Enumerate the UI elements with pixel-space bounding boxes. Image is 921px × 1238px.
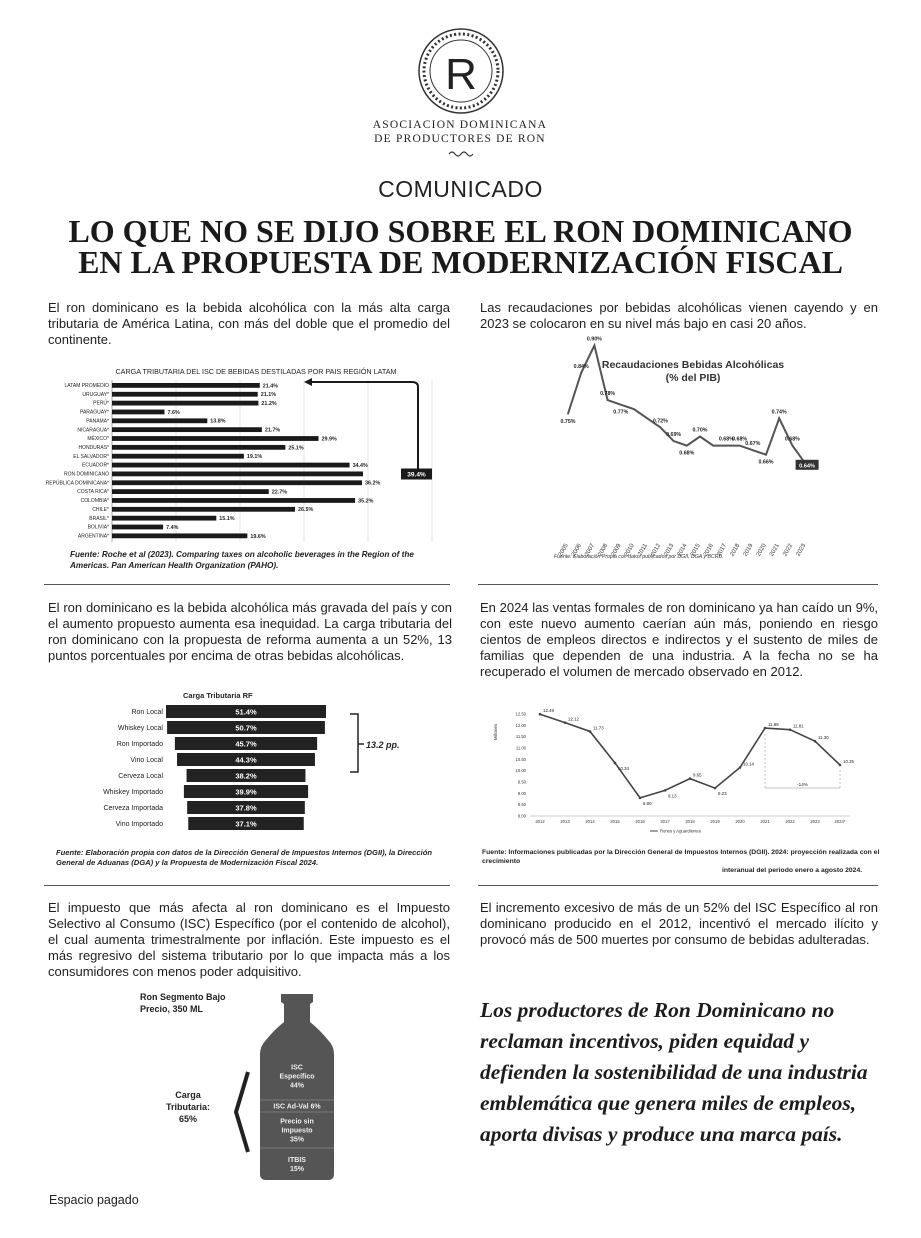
data-point (664, 789, 667, 792)
chart-title: Carga Tributaria RF (183, 691, 253, 700)
category-label: Whiskey Local (117, 725, 163, 732)
data-label: 11.30 (818, 735, 829, 741)
x-tick-label: 2016 (703, 543, 715, 558)
section6-text: El incremento excesivo de más de un 52% del ISC Específico al ron dominicano producido en el 2012, incentivó el mercado ilícito y provocó más de 500 muertes por consumo de bebidas adulteradas. (480, 900, 878, 947)
x-tick-label: 2007 (584, 543, 597, 558)
bar (112, 507, 295, 512)
data-label: 36.2% (365, 480, 381, 487)
category-label: Cerveza Importada (103, 805, 163, 812)
bracket-label: 65% (178, 1114, 198, 1124)
data-point (792, 445, 794, 447)
data-label: 0.90% (586, 336, 602, 343)
y-tick-label: 11.50 (515, 734, 526, 740)
data-point (639, 797, 642, 800)
bar (112, 472, 363, 477)
data-label: 21.4% (262, 383, 279, 390)
y-tick-label: 9.50 (517, 779, 526, 785)
bar (112, 498, 355, 503)
category-label: BOLIVIA* (87, 524, 109, 531)
data-point (673, 440, 675, 442)
chart-title: Precio, 350 ML (140, 1004, 204, 1014)
segment-label: ITBIS (288, 1157, 306, 1164)
data-label: 12.49 (543, 708, 554, 714)
data-point (567, 413, 569, 415)
data-label: 0.68% (732, 436, 748, 443)
arrow-head (304, 378, 312, 386)
bracket (350, 714, 358, 772)
data-label: 10.14 (743, 761, 754, 767)
data-point (752, 449, 754, 451)
chart4-source (482, 848, 882, 875)
data-label: 0.75% (560, 418, 576, 425)
bar (112, 436, 318, 441)
data-point (594, 345, 596, 347)
data-label: 19.6% (250, 533, 266, 540)
data-label: 10.25 (843, 759, 854, 764)
section1-text: El ron dominicano es la bebida alcohólica con la más alta carga tributaria de América Latina, con más del doble que el promedio del continente. (48, 300, 450, 347)
y-tick-label: 9.00 (517, 790, 526, 796)
data-label: 15.1% (219, 516, 235, 523)
y-tick-label: 10.00 (515, 768, 526, 774)
data-label: 21.7% (264, 427, 281, 434)
y-axis-label: Millones (493, 723, 498, 741)
data-label: 11.81 (793, 723, 804, 729)
data-label: 26.5% (298, 507, 314, 514)
x-tick-label: 2022 (782, 543, 795, 558)
comunicado-label: COMUNICADO (378, 176, 543, 202)
category-label: Ron Local (131, 709, 163, 716)
category-label: ARGENTINA* (77, 533, 109, 540)
data-point (620, 404, 622, 406)
segment-label: ISC (291, 1064, 303, 1072)
y-tick-label: 10.50 (515, 756, 526, 762)
data-label: 0.68% (718, 436, 734, 443)
data-label: 21.2% (261, 401, 277, 407)
segment-label: Específico (279, 1073, 315, 1081)
x-tick-label: 2011 (637, 543, 649, 558)
data-point (765, 454, 767, 456)
ornament-icon (447, 150, 475, 158)
association-logo (418, 28, 504, 114)
category-label: Vino Importado (115, 821, 163, 828)
data-label: 35.2% (358, 498, 374, 505)
data-label: 0.77% (613, 409, 629, 416)
data-point (614, 762, 617, 765)
category-label: Ron Importado (116, 741, 163, 748)
data-point (814, 740, 817, 743)
data-point (726, 445, 728, 447)
category-label: MÉXICO* (87, 436, 109, 443)
bar (112, 383, 260, 388)
chart-title: Recaudaciones Bebidas Alcohólicas (601, 359, 785, 371)
annotation: 13.2 pp. (366, 740, 400, 750)
org-name-line2: DE PRODUCTORES DE RON (374, 133, 546, 145)
data-label: 25.1% (288, 445, 304, 452)
data-point (764, 727, 767, 730)
data-point (607, 399, 609, 401)
category-label: CHILE* (92, 506, 109, 513)
y-tick-label: 11.00 (515, 745, 526, 751)
latam-tax-chart (45, 362, 456, 548)
data-label: 7.4% (166, 524, 179, 531)
segment-label: 15% (289, 1166, 305, 1173)
headline-line1: LO QUE NO SE DIJO SOBRE EL RON DOMINICANO (68, 213, 853, 249)
x-tick-label: 2005 (557, 543, 570, 558)
y-tick-label: 12.00 (515, 722, 526, 728)
data-point (539, 713, 542, 716)
data-label: 10.34 (618, 765, 629, 771)
bracket-label: Carga (175, 1090, 201, 1100)
paid-space-label: Espacio pagado (49, 1193, 139, 1207)
data-label: 8.80 (643, 800, 652, 806)
category-label: LATAM PROMEDIO (64, 383, 109, 389)
data-label: 0.78% (600, 391, 616, 398)
category-label: Vino Local (130, 757, 163, 764)
x-tick-label: 2016 (635, 819, 645, 824)
data-label: 9.13 (668, 793, 677, 799)
data-label: 45.7% (235, 739, 257, 749)
bracket-label: Tributaria: (165, 1102, 211, 1112)
x-tick-label: 2012 (535, 819, 545, 824)
category-label: PARAGUAY* (80, 409, 109, 416)
data-point (712, 445, 714, 447)
divider (44, 885, 450, 886)
data-label: 0.72% (652, 418, 668, 425)
data-label: 38.2% (235, 771, 257, 781)
data-label: 37.8% (235, 803, 257, 813)
data-label: 0.68% (784, 436, 800, 443)
chart1-source: Fuente: Roche et al (2023). Comparing taxes on alcoholic beverages in the Region of the Americas. Pan American Health Organization (PAHO). (70, 550, 414, 570)
chart-title: Ron Segmento Bajo (140, 992, 226, 1002)
data-label: 13.8% (210, 418, 226, 425)
data-label: 0.84% (573, 363, 589, 370)
x-tick-label: 2010 (623, 543, 636, 558)
x-tick-label: 2019 (710, 819, 720, 824)
rum-sales-chart (490, 702, 860, 842)
divider (478, 584, 878, 585)
data-label: 34.4% (352, 462, 368, 469)
data-label: 19.1% (246, 454, 263, 461)
section2-text: Las recaudaciones por bebidas alcohólicas vienen cayendo y en 2023 se colocaron en su nivel más bajo en casi 20 años. (480, 300, 878, 331)
bar (112, 516, 216, 521)
data-label: 39.4% (407, 471, 426, 479)
section5-text: El impuesto que más afecta al ron dominicano es el Impuesto Selectivo al Consumo (ISC) Específico (por el contenido de alcohol), el cual aumenta trimestralmente por inflación. Este impuesto es el más regresivo del sistema tributario por lo que impacta más a los consumidores con menos poder adquisitivo. (48, 900, 450, 979)
data-label: 21.1% (260, 392, 277, 399)
divider (44, 584, 450, 585)
x-tick-label: 2017 (660, 819, 670, 824)
x-tick-label: 2021 (760, 819, 770, 824)
x-tick-label: 2014 (585, 819, 595, 824)
y-tick-label: 8.50 (517, 802, 526, 808)
tax-burden-rf-chart (70, 688, 450, 836)
category-label: PERÚ* (93, 400, 109, 407)
data-label: 9.23 (718, 791, 727, 797)
x-tick-label: 2023 (810, 819, 820, 824)
x-tick-label: 2017 (716, 543, 729, 558)
data-label: 0.74% (771, 409, 787, 416)
x-tick-label: 2013 (663, 543, 676, 558)
x-tick-label: 2020 (735, 819, 745, 824)
x-tick-label: 2015 (610, 819, 620, 824)
y-tick-label: 12.50 (515, 711, 526, 717)
data-label: 9.65 (693, 772, 702, 778)
x-tick-label: 2020 (755, 543, 768, 558)
data-label: 37.1% (235, 819, 257, 829)
category-label: Whiskey Importado (103, 789, 163, 796)
data-label: 0.64% (799, 463, 816, 470)
bar (112, 489, 269, 494)
x-tick-label: 2014 (676, 543, 689, 558)
bar (112, 401, 258, 406)
legend-label: Rones y Aguardientes (660, 828, 701, 834)
segment-label: 35% (289, 1136, 305, 1144)
data-point (564, 721, 567, 724)
bar (112, 480, 362, 485)
bar (112, 525, 163, 530)
category-label: URUGUAY* (82, 391, 109, 398)
chart3-source: Fuente: Elaboración propia con datos de la Dirección General de Impuestos Internos (DGII), la Dirección General de Aduanas (DGA) y la Propuesta de Modernización Fiscal 2024. (56, 848, 432, 867)
x-tick-label: 2013 (560, 819, 570, 824)
data-point (646, 418, 648, 420)
data-point (589, 730, 592, 733)
data-point (633, 408, 635, 410)
data-label: 22.7% (271, 489, 288, 496)
data-label: 51.4% (235, 707, 257, 717)
data-point (699, 436, 701, 438)
data-point (839, 764, 842, 767)
category-label: ECUADOR* (82, 462, 109, 469)
chart-source: Fuente: Elaboración Propia con datos publicados por DGII, DGA y BCRD. (554, 554, 724, 560)
svg-text:R: R (445, 50, 477, 99)
category-label: COLOMBIA* (80, 498, 109, 505)
data-label: 11.88 (768, 722, 779, 728)
y-tick-label: 8.00 (517, 813, 526, 819)
data-label: 29.9% (321, 436, 337, 443)
bar (112, 418, 207, 423)
data-point (778, 418, 780, 420)
data-label: 44.3% (235, 755, 257, 765)
section3-text: El ron dominicano es la bebida alcohólica más gravada del país y con el aumento propuesto aumenta esa inequidad. La carga tributaria del ron dominicano con la propuesta de reforma aumenta a un 52%, 13 puntos porcentuales por encima de otras bebidas alcohólicas. (48, 600, 452, 663)
data-point (714, 787, 717, 790)
data-label: 0.68% (679, 450, 695, 457)
data-label: 0.67% (745, 441, 761, 448)
segment-label: Impuesto (281, 1127, 313, 1135)
headline (0, 213, 921, 280)
chart4-source-line2: interanual del periodo enero a agosto 2024. (722, 867, 863, 874)
segment-label: ISC Ad-Val 6% (273, 1103, 321, 1111)
x-tick-label: 2018 (729, 543, 742, 558)
data-label: 11.73 (593, 725, 604, 731)
chart-subtitle: (% del PIB) (665, 372, 721, 384)
arrow-line (310, 382, 418, 469)
closing-quote: Los productores de Ron Dominicano no reclaman incentivos, piden equidad y defienden la sostenibilidad de una industria emblemática que genera miles de empleos, aporta divisas y produce una marca país. (480, 998, 868, 1146)
category-label: PANAMA* (86, 418, 109, 425)
data-label: 12.12 (568, 716, 579, 722)
data-label: 0.66% (758, 459, 774, 466)
headline-line2: EN LA PROPUESTA DE MODERNIZACIÓN FISCAL (78, 244, 843, 280)
category-label: EL SALVADOR* (73, 453, 109, 460)
chart4-source-line1: Fuente: Informaciones publicadas por la Dirección General de Impuestos Internos (DGII). 2024: proyección realizada con el crecimiento (482, 849, 880, 865)
bar (112, 445, 285, 450)
x-tick-label: 2019 (742, 543, 755, 558)
category-label: HONDURAS* (78, 444, 109, 451)
category-label: NICARAGUA* (77, 427, 109, 434)
x-tick-label: 2015 (689, 543, 702, 558)
bracket (236, 1072, 248, 1152)
category-label: BRASIL* (89, 515, 109, 522)
x-tick-label: 2024* (834, 819, 846, 824)
section4-text: En 2024 las ventas formales de ron dominicano ya han caído un 9%, con este nuevo aumento caerían aún más, poniendo en riesgo cientos de empleos directos e indirectos y el sustento de miles de familias que dependen de una industria. A la fecha no se ha recuperado el volumen de mercado observado en 2012. (480, 600, 878, 679)
data-point (660, 427, 662, 429)
x-tick-label: 2023 (795, 543, 808, 558)
annotation: -14% (797, 782, 808, 787)
x-tick-label: 2009 (610, 543, 623, 558)
bottle-tax-chart (130, 988, 360, 1184)
segment-label: 44% (289, 1082, 305, 1090)
data-point (686, 445, 688, 447)
data-point (580, 372, 582, 374)
x-tick-label: 2012 (650, 543, 663, 558)
data-label: 39.9% (235, 787, 257, 797)
data-label: 0.69% (666, 432, 682, 439)
category-label: Cerveza Local (118, 773, 163, 780)
data-label: 0.70% (692, 427, 708, 434)
bar (112, 533, 247, 538)
bar (112, 427, 262, 432)
alcohol-revenue-chart (548, 336, 838, 564)
x-tick-label: 2008 (597, 543, 610, 558)
data-label: 50.7% (235, 723, 257, 733)
category-label: RON DOMINICANO (64, 471, 109, 478)
x-tick-label: 2021 (769, 543, 781, 558)
bar (112, 410, 164, 415)
bar (112, 454, 244, 459)
data-point (739, 766, 742, 769)
segment-label: Precio sin (280, 1118, 314, 1126)
data-label: 7.6% (167, 409, 180, 416)
bar (112, 463, 350, 468)
data-point (789, 728, 792, 731)
category-label: REPÚBLICA DOMINICANA* (45, 480, 109, 487)
org-name-line1: ASOCIACION DOMINICANA (372, 119, 548, 131)
bar (112, 392, 258, 397)
x-tick-label: 2018 (685, 819, 695, 824)
x-tick-label: 2022 (785, 819, 795, 824)
divider (478, 885, 878, 886)
data-point (739, 445, 741, 447)
category-label: COSTA RICA* (77, 489, 109, 496)
x-tick-label: 2006 (571, 543, 583, 558)
chart-title: CARGA TRIBUTARIA DEL ISC DE BEBIDAS DESTILADAS POR PAIS REGIÓN LATAM (115, 367, 397, 376)
data-point (689, 777, 692, 780)
